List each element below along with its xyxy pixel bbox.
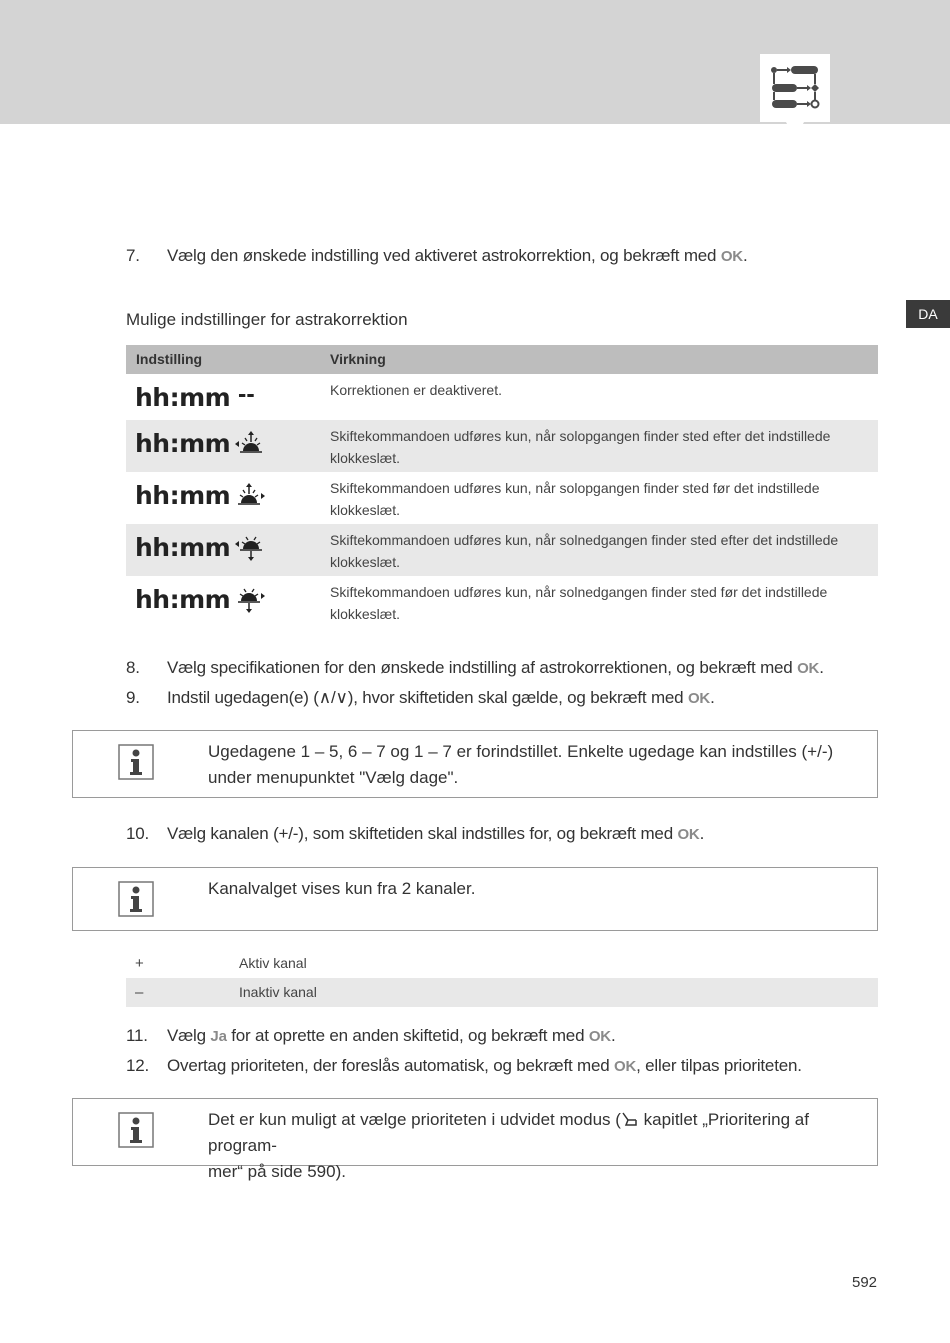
- info-icon: [118, 744, 154, 780]
- header-effect: Virkning: [330, 351, 386, 367]
- step-text: Vælg den ønskede indstilling ved aktiveret astrokorrektion, og bekræft med OK.: [167, 246, 748, 265]
- note-text: Det er kun muligt at vælge prioriteten i udvidet modus ( kapitlet „Prioritering af program- mer“ på side 590).: [208, 1110, 809, 1181]
- time-setting: hh:mm: [135, 533, 231, 562]
- ok-key: OK: [720, 248, 743, 265]
- table-header: [126, 345, 878, 374]
- sunset-after-icon: [234, 534, 266, 562]
- time-setting: hh:mm: [135, 429, 231, 458]
- info-icon: [118, 1112, 154, 1148]
- sunrise-after-icon: [234, 430, 266, 456]
- step-number: 9.: [126, 688, 140, 707]
- legend-row: [126, 978, 878, 1007]
- table-row: [126, 576, 878, 628]
- legend-row: [126, 949, 878, 978]
- ok-key: OK: [588, 1028, 611, 1045]
- step-text: Overtag prioriteten, der foreslås automatisk, og bekræft med OK, eller tilpas prioriteten.: [167, 1056, 802, 1075]
- table-row: [126, 420, 878, 472]
- step-number: 10.: [126, 824, 150, 843]
- logo-pointer: [786, 122, 804, 139]
- reference-hand-icon: [621, 1111, 639, 1127]
- time-setting: hh:mm: [135, 585, 231, 614]
- language-tab: DA: [906, 300, 950, 328]
- info-note: [72, 730, 878, 798]
- step-text: Vælg specifikationen for den ønskede indstilling af astrokorrektionen, og bekræft med OK.: [167, 658, 824, 677]
- ok-key: OK: [687, 690, 711, 707]
- effect-text: Korrektionen er deaktiveret.: [330, 382, 502, 398]
- info-note: [72, 867, 878, 931]
- ok-key: OK: [614, 1058, 637, 1075]
- deactivated-symbol: --: [238, 380, 255, 408]
- legend-text: Aktiv kanal: [239, 955, 307, 971]
- step-text: Vælg kanalen (+/-), som skiftetiden skal indstilles for, og bekræft med OK.: [167, 824, 705, 843]
- table-title: Mulige indstillinger for astrakorrektion: [126, 310, 408, 329]
- effect-text: Skiftekommandoen udføres kun, når solnedgangen finder sted før det indstillede klokkeslæt.: [330, 584, 828, 622]
- time-setting: hh:mm: [135, 383, 231, 412]
- sunrise-before-icon: [234, 482, 266, 508]
- step-text: Indstil ugedagen(e) (∧/∨), hvor skiftetiden skal gælde, og bekræft med OK.: [167, 688, 715, 707]
- table-row: [126, 374, 878, 420]
- chapter-logo: [760, 54, 830, 122]
- legend-symbol: +: [135, 955, 144, 972]
- effect-text: Skiftekommandoen udføres kun, når solopgangen finder sted før det indstillede klokkeslæt.: [330, 480, 820, 518]
- step-number: 7.: [126, 246, 140, 265]
- channel-legend: [126, 949, 878, 1007]
- program-flow-icon: [769, 64, 821, 112]
- note-text: Ugedagene 1 – 5, 6 – 7 og 1 – 7 er forindstillet. Enkelte ugedage kan indstilles (+/-) under menupunktet "Vælg dage".: [208, 742, 834, 787]
- ok-key: OK: [797, 660, 820, 677]
- time-setting: hh:mm: [135, 481, 231, 510]
- ok-key: OK: [677, 826, 700, 843]
- effect-text: Skiftekommandoen udføres kun, når solopgangen finder sted efter det indstillede klokkeslæt.: [330, 428, 831, 466]
- step-text: Vælg Ja for at oprette en anden skiftetid, og bekræft med OK.: [167, 1026, 616, 1045]
- table-row: [126, 472, 878, 524]
- astro-settings-table: [126, 345, 878, 628]
- info-note: [72, 1098, 878, 1181]
- note-text: Kanalvalget vises kun fra 2 kanaler.: [208, 879, 476, 898]
- info-icon: [118, 881, 154, 917]
- legend-symbol: –: [135, 984, 144, 1001]
- step-number: 12.: [126, 1056, 150, 1075]
- sunset-before-icon: [234, 586, 266, 614]
- step-number: 8.: [126, 658, 140, 677]
- header-setting: Indstilling: [136, 351, 203, 367]
- ja-key: Ja: [210, 1028, 227, 1045]
- step-number: 11.: [126, 1026, 148, 1045]
- effect-text: Skiftekommandoen udføres kun, når solnedgangen finder sted efter det indstillede klokkeslæt.: [330, 532, 839, 570]
- table-row: [126, 524, 878, 576]
- page-number: 592: [852, 1274, 878, 1291]
- legend-text: Inaktiv kanal: [239, 984, 317, 1000]
